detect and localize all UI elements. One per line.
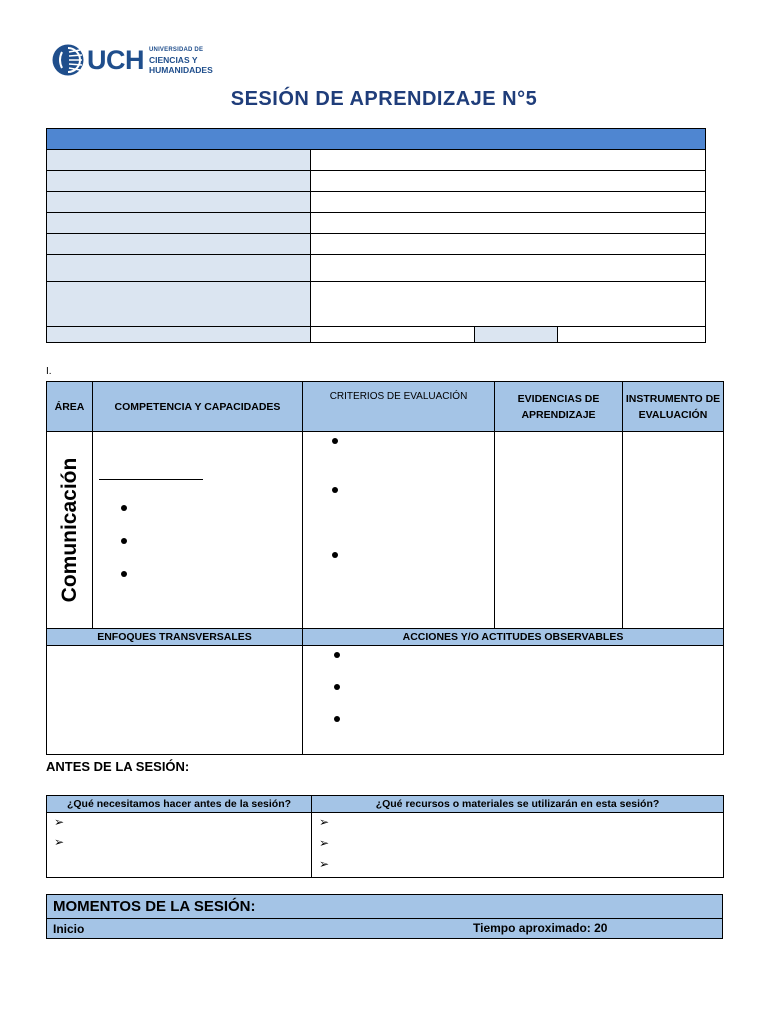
info-label-cell (47, 327, 311, 343)
bullet-icon (334, 684, 340, 690)
acciones-header: ACCIONES Y/O ACTITUDES OBSERVABLES (303, 629, 724, 646)
info-label-cell (47, 213, 311, 234)
info-label-cell (47, 282, 311, 327)
page-title: SESIÓN DE APRENDIZAJE N°5 (230, 88, 538, 110)
header-competencia: COMPETENCIA Y CAPACIDADES (93, 382, 303, 432)
info-table (46, 128, 706, 343)
bullet-icon (334, 652, 340, 658)
logo-line3: HUMANIDADES (149, 65, 213, 75)
area-name: Comunicación (57, 457, 81, 603)
acciones-cell[interactable] (303, 646, 724, 755)
tiempo-label: Tiempo aproximado: 20 (473, 921, 608, 935)
info-value-cell[interactable] (311, 150, 706, 171)
logo-acronym: UCH (87, 45, 144, 75)
arrow-bullet-icon: ➢ (319, 815, 330, 829)
bullet-icon (332, 552, 338, 558)
resources-cell[interactable] (312, 813, 724, 878)
bullet-icon (332, 487, 338, 493)
info-label-cell (47, 192, 311, 213)
logo-line2: CIENCIAS Y (149, 55, 198, 65)
info-value-cell[interactable] (311, 234, 706, 255)
competencia-cell[interactable] (93, 432, 303, 629)
info-header-row (47, 129, 706, 150)
enfoques-cell[interactable] (47, 646, 303, 755)
info-value-cell[interactable] (311, 255, 706, 282)
instrumento-cell[interactable] (623, 432, 724, 629)
bullet-icon (121, 505, 127, 511)
criterios-cell[interactable] (303, 432, 495, 629)
arrow-bullet-icon: ➢ (54, 815, 65, 829)
header-evidencias: EVIDENCIAS DE APRENDIZAJE (495, 382, 623, 432)
evidencias-cell[interactable] (495, 432, 623, 629)
momentos-table (46, 894, 723, 939)
arrow-bullet-icon: ➢ (54, 835, 65, 849)
antes-section-title: ANTES DE LA SESIÓN: (46, 759, 190, 774)
header-area: ÁREA (47, 382, 93, 432)
info-label-cell (47, 150, 311, 171)
bullet-icon (334, 716, 340, 722)
momentos-title: MOMENTOS DE LA SESIÓN: (47, 895, 723, 919)
bullet-icon (121, 571, 127, 577)
arrow-bullet-icon: ➢ (319, 857, 330, 871)
info-value-cell[interactable] (558, 327, 706, 343)
header-instrumento: INSTRUMENTO DE EVALUACIÓN (623, 382, 724, 432)
preparation-table (46, 795, 724, 878)
evaluation-table (46, 381, 724, 755)
bullet-icon (332, 438, 338, 444)
info-value-cell[interactable] (311, 171, 706, 192)
section-marker: I. (46, 366, 52, 377)
logo-subtitle (149, 45, 213, 75)
info-label-cell (47, 234, 311, 255)
info-label-cell (47, 255, 311, 282)
uch-emblem-icon (52, 44, 84, 76)
inicio-label: Inicio (53, 921, 85, 936)
info-label-cell (47, 171, 311, 192)
arrow-bullet-icon: ➢ (319, 836, 330, 850)
info-label-cell (475, 327, 558, 343)
university-logo (52, 42, 213, 78)
preparation-cell[interactable] (47, 813, 312, 878)
preparation-header: ¿Qué necesitamos hacer antes de la sesión? (47, 796, 312, 813)
area-cell (47, 432, 93, 629)
bullet-icon (121, 538, 127, 544)
info-value-cell[interactable] (311, 213, 706, 234)
header-criterios: CRITERIOS DE EVALUACIÓN (303, 382, 495, 432)
enfoques-header: ENFOQUES TRANSVERSALES (47, 629, 303, 646)
info-value-cell[interactable] (311, 282, 706, 327)
competencia-underline (99, 479, 203, 480)
inicio-row (47, 919, 723, 939)
info-value-cell[interactable] (311, 327, 475, 343)
logo-line1: UNIVERSIDAD DE (149, 47, 204, 53)
resources-header: ¿Qué recursos o materiales se utilizarán en esta sesión? (312, 796, 724, 813)
info-value-cell[interactable] (311, 192, 706, 213)
